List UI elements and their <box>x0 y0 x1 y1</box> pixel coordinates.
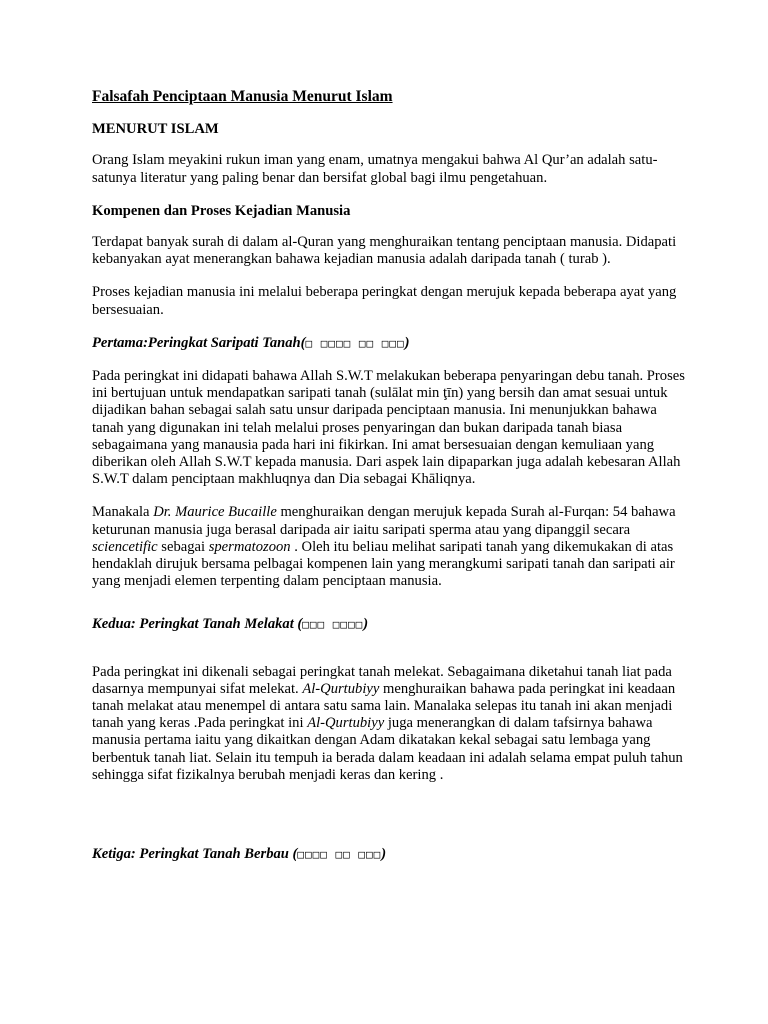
bucaille-term-spermatozoon: spermatozoon <box>208 538 291 555</box>
section-heading: MENURUT ISLAM <box>92 121 219 138</box>
stage1-paragraph: Pada peringkat ini didapati bahawa Allah S.W.T melakukan beberapa penyaringan debu tanah. Proses ini bertujuan untuk mendapatkan saripati tanah (sulālat min ţīn) yang bersih dan amat sesuai untuk dijadikan bahan sebagai salah satu unsur daripada penciptaan manusia. Ini menunjukkan bahawa tanah yang digunakan ini telah melalui proses penyaringan dan bukan daripada tanah biasa sebagaimana yang manausia pada hari ini fikirkan. Ini amat bersesuaian dengan kemuliaan yang diberikan oleh Allah S.W.T kepada manusia. Dari aspek lain dipaparkan juga adalah kebesaran Allah S.W.T dalam penciptaan makhluqnya dan Dia sebagai Khāliqnya. <box>92 368 685 488</box>
qurtubiyy-name-1: Al-Qurtubiyy <box>302 680 380 697</box>
stage3-arabic-text: □□□□ □□ □□□ <box>297 848 382 862</box>
stage2-text-1: Pada peringkat ini dikenali sebagai peringkat tanah melekat. Sebagaimana diketahui tanah liat pada dasarnya mempunyai sifat melekat. <box>92 663 672 697</box>
stage1-heading <box>92 335 692 352</box>
bucaille-name: Dr. Maurice Bucaille <box>153 504 277 521</box>
stage2-heading-text: Kedua: Peringkat Tanah Melakat ( <box>92 616 303 633</box>
stage1-heading-close: ) <box>404 334 410 351</box>
stage2-heading-close: ) <box>363 616 369 633</box>
document-page <box>92 88 692 863</box>
bucaille-paragraph <box>92 504 692 590</box>
stage2-paragraph <box>92 664 692 784</box>
document-title: Falsafah Penciptaan Manusia Menurut Islam <box>92 88 393 105</box>
stage3-heading-close: ) <box>381 846 387 863</box>
stage1-arabic-text: □ □□□□ □□ □□□ <box>305 336 405 350</box>
stage3-heading-text: Ketiga: Peringkat Tanah Berbau ( <box>92 846 298 863</box>
stage3-heading <box>92 846 692 863</box>
components-subheading: Kompenen dan Proses Kejadian Manusia <box>92 202 351 219</box>
stage2-arabic-text: □□□ □□□□ <box>302 618 364 632</box>
stage2-text-3: juga menerangkan di dalam tafsirnya bahawa manusia pertama iaitu yang dikaitkan dengan Adam dikatakan kekal sebagai satu lembaga yang berbentuk tanah liat. Selain itu tempuh ia berada dalam keadaan ini adalah selama empat puluh tahun sehingga sifat fizikalnya berubah menjadi keras dan kering . <box>92 715 683 783</box>
quran-paragraph: Terdapat banyak surah di dalam al-Quran yang menghuraikan tentang penciptaan manusia. Didapati kebanyakan ayat menerangkan bahawa kejadian manusia adalah daripada tanah ( turab ). <box>92 234 677 268</box>
bucaille-text-3: sebagai <box>157 538 209 555</box>
stage2-text-2: menghuraikan bahawa pada peringkat ini keadaan tanah melakat atau menempel di antara satu sama lain. Manalaka selepas itu tanah ini akan menjadi tanah yang keras .Pada peringkat ini <box>92 680 676 732</box>
qurtubiyy-name-2: Al-Qurtubiyy <box>307 715 385 732</box>
intro-paragraph: Orang Islam meyakini rukun iman yang enam, umatnya mengakui bahwa Al Qur’an adalah satu-satunya literatur yang paling benar dan bersifat global bagi ilmu pengetahuan. <box>92 152 658 186</box>
process-paragraph: Proses kejadian manusia ini melalui beberapa peringkat dengan merujuk kepada beberapa ayat yang bersesuaian. <box>92 284 677 318</box>
stage2-heading <box>92 616 692 633</box>
bucaille-text-2: menghuraikan dengan merujuk kepada Surah al-Furqan: 54 bahawa keturunan manusia juga berasal daripada air iaitu saripati sperma atau yang dipanggil secara <box>92 504 676 538</box>
bucaille-term-sciencetific: sciencetific <box>92 538 158 555</box>
bucaille-text-1: Manakala <box>92 504 154 521</box>
stage1-heading-text: Pertama:Peringkat Saripati Tanah( <box>92 334 306 351</box>
bucaille-text-4: . Oleh itu beliau melihat saripati tanah yang dikemukakan di atas hendaklah dirujuk bersama pelbagai kompenen lain yang merangkumi saripati tanah dan saripati air yang menjadi elemen terpenting dalam penciptaan manusia. <box>92 538 675 590</box>
